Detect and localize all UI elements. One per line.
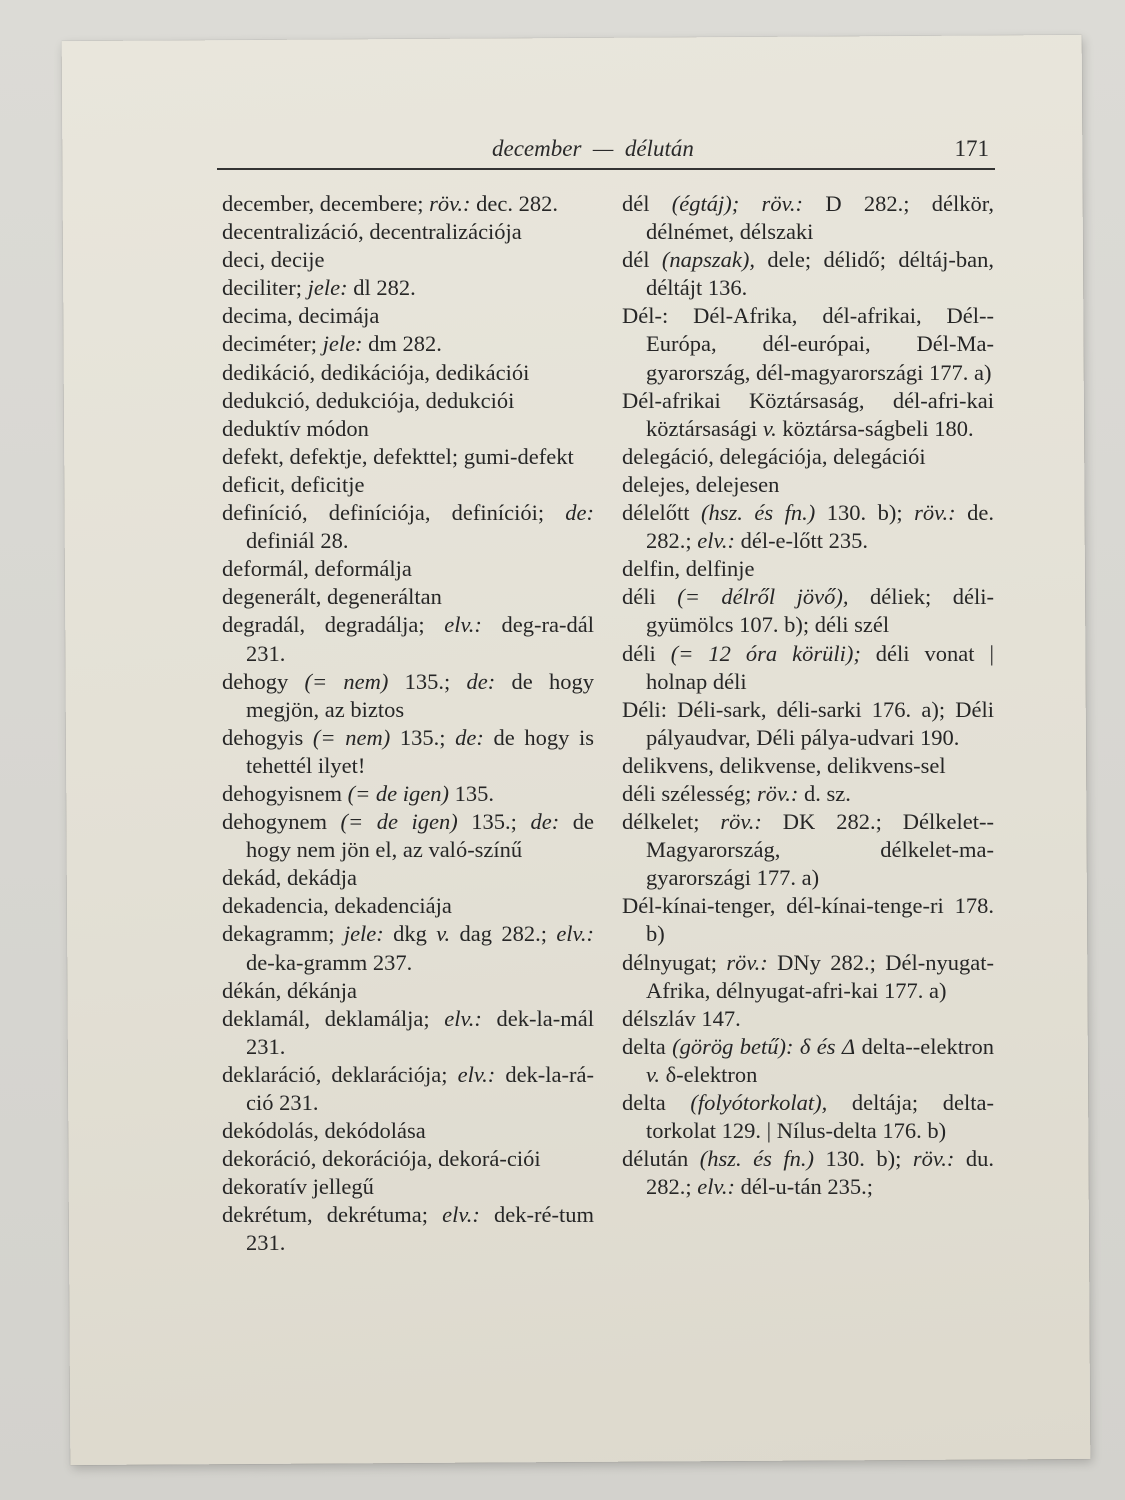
dictionary-entry: dehogynem (= de igen) 135.; de: de hogy nem jön el, az való-színű — [222, 809, 594, 863]
dictionary-entry: dedukció, dedukciója, dedukciói — [222, 387, 515, 413]
dictionary-entry: délnyugat; röv.: DNy 282.; Dél-nyugat-Afrika, délnyugat-afri-kai 177. a) — [622, 949, 994, 1003]
dictionary-entry: dekoráció, dekorációja, dekorá-ciói — [222, 1146, 541, 1172]
dictionary-entry: dekád, dekádja — [222, 865, 357, 891]
dictionary-entry: delfin, delfinje — [622, 556, 755, 582]
dictionary-entry: dekódolás, dekódolása — [222, 1118, 426, 1144]
dictionary-entry: dehogyis (= nem) 135.; de: de hogy is tehettél ilyet! — [222, 724, 594, 778]
dictionary-entry: delta (görög betű): δ és Δ delta--elektron v. δ-elektron — [622, 1033, 994, 1087]
dictionary-entry: degradál, degradálja; elv.: deg-ra-dál 231. — [222, 612, 594, 666]
dictionary-entry: délelőtt (hsz. és fn.) 130. b); röv.: de. 282.; elv.: dél-e-lőtt 235. — [622, 500, 994, 554]
dictionary-entry: dehogyisnem (= de igen) 135. — [222, 780, 495, 806]
dictionary-entry: december, decembere; röv.: dec. 282. — [222, 191, 559, 216]
dictionary-entry: dedikáció, dedikációja, dedikációi — [222, 359, 530, 385]
dictionary-entry: Dél-kínai-tenger, dél-kínai-tenge-ri 178. b) — [622, 893, 994, 947]
dictionary-entry: deciméter; jele: dm 282. — [222, 331, 442, 357]
dictionary-entry: Dél-: Dél-Afrika, dél-afrikai, Dél--Európa, dél-európai, Dél-Ma-gyarország, dél-magyarországi 177. a) — [622, 303, 994, 385]
dictionary-entry: dekadencia, dekadenciája — [222, 893, 452, 919]
dictionary-entry: Dél-afrikai Köztársaság, dél-afri-kai köztársasági v. köztársa-ságbeli 180. — [622, 387, 994, 441]
dictionary-entry: decentralizáció, decentralizációja — [222, 219, 522, 245]
running-head-title: december — délután — [492, 136, 694, 161]
dictionary-entry: déli szélesség; röv.: d. sz. — [622, 780, 851, 806]
dictionary-entry: degenerált, degeneráltan — [222, 584, 442, 610]
dictionary-entry: Déli: Déli-sark, déli-sarki 176. a); Déli pályaudvar, Déli pálya-udvari 190. — [622, 696, 994, 750]
dictionary-entry: delegáció, delegációja, delegációi — [622, 443, 926, 469]
dictionary-entry: definíció, definíciója, definíciói; de: definiál 28. — [222, 500, 594, 554]
dictionary-entry: deduktív módon — [222, 415, 369, 441]
dictionary-entry: defekt, defektje, defekttel; gumi-defekt — [222, 443, 574, 469]
dictionary-entry: dél (égtáj); röv.: D 282.; délkör, délnémet, délszaki — [622, 191, 994, 245]
dictionary-entry: dekagramm; jele: dkg v. dag 282.; elv.: de-ka-gramm 237. — [222, 921, 594, 975]
dictionary-entry: deciliter; jele: dl 282. — [222, 275, 416, 301]
dictionary-entry: déli (= délről jövő), déliek; déli-gyümölcs 107. b); déli szél — [622, 584, 994, 638]
running-head — [217, 132, 995, 170]
dictionary-entry: délkelet; röv.: DK 282.; Délkelet--Magyarország, délkelet-ma-gyarországi 177. a) — [622, 809, 994, 891]
dictionary-entry: délszláv 147. — [622, 1005, 741, 1031]
dictionary-entry: delta (folyótorkolat), deltája; delta-torkolat 129. | Nílus-delta 176. b) — [622, 1090, 994, 1144]
dictionary-entry: deformál, deformálja — [222, 556, 412, 582]
dictionary-entry: dél (napszak), dele; délidő; déltáj-ban, déltájt 136. — [622, 247, 994, 301]
dictionary-entry: decima, decimája — [222, 303, 380, 329]
dictionary-entry: deficit, deficitje — [222, 471, 365, 497]
right-column — [622, 190, 994, 1201]
dictionary-entry: delikvens, delikvense, delikvens-sel — [622, 752, 946, 778]
dictionary-entry: délután (hsz. és fn.) 130. b); röv.: du. 282.; elv.: dél-u-tán 235.; — [622, 1146, 995, 1200]
dictionary-entry: dehogy (= nem) 135.; de: de hogy megjön, az biztos — [222, 668, 594, 722]
dictionary-entry: dekoratív jellegű — [222, 1174, 374, 1200]
dictionary-entry: deci, decije — [222, 247, 325, 273]
page-number: 171 — [954, 136, 989, 161]
dictionary-entry: dekrétum, dekrétuma; elv.: dek-ré-tum 231. — [222, 1202, 594, 1256]
dictionary-entry: deklaráció, deklarációja; elv.: dek-la-rá-ció 231. — [222, 1061, 595, 1115]
dictionary-entry: delejes, delejesen — [622, 471, 780, 497]
dictionary-entry: deklamál, deklamálja; elv.: dek-la-mál 231. — [222, 1005, 594, 1059]
dictionary-entry: déli (= 12 óra körüli); déli vonat | holnap déli — [622, 640, 994, 694]
dictionary-entry: dékán, dékánja — [222, 977, 357, 1003]
left-column — [222, 190, 594, 1258]
